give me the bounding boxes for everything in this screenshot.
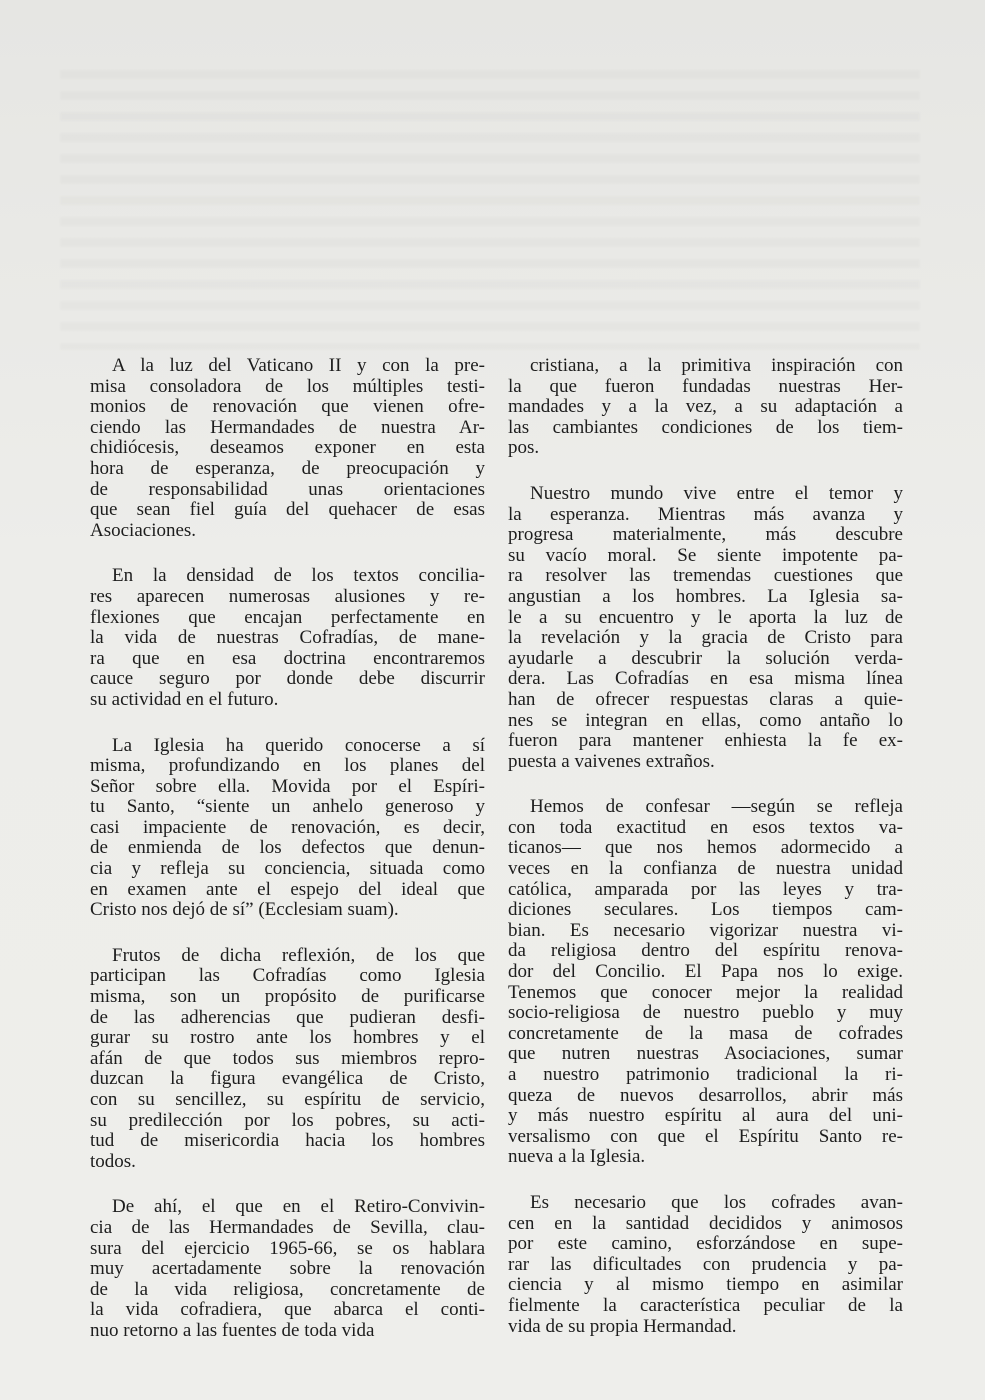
text-line: Señor sobre ella. Movida por el Espíri- [90,776,485,797]
paragraph [508,1193,903,1337]
text-line: ra que en esa doctrina encontraremos [90,648,485,669]
text-line: que nutren nuestras Asociaciones, sumar [508,1044,903,1065]
text-line: A la luz del Vaticano II y con la pre- [112,356,485,376]
text-line: misa consoladora de los múltiples testi- [90,376,485,397]
text-line: misma, profundizando en los planes del [90,756,485,777]
text-line: afán de que todos sus miembros repro- [90,1048,485,1069]
text-line: sura del ejercicio 1965-66, se os hablara [90,1238,485,1259]
paragraph [90,1197,485,1341]
text-line: Hemos de confesar —según se refleja [530,797,903,818]
text-line: participan las Cofradías como Iglesia [90,966,485,987]
text-line: Es necesario que los cofrades avan- [530,1192,903,1213]
text-line: católica, amparada por las leyes y tra- [508,879,903,900]
text-line: ayudarle a descubrir la solución verda- [508,648,903,669]
text-line: la vida cofradiera, que abarca el conti- [90,1300,485,1321]
text-line: nes se integran en ellas, como antaño lo [508,710,903,731]
text-line: tud de misericordia hacia los hombres [90,1131,485,1152]
text-line: puesta a vaivenes extraños. [508,751,715,772]
text-line: La Iglesia ha querido conocerse a sí [112,735,485,756]
text-line: todos. [90,1151,136,1172]
text-line: cen en la santidad decididos y animosos [508,1213,903,1234]
paragraph [90,736,485,921]
text-line: con su sencillez, su espíritu de servicio, [90,1090,485,1110]
text-line: chidiócesis, deseamos exponer en esta [90,438,485,459]
text-line: Frutos de dicha reflexión, de los que [112,945,485,966]
text-line: cristiana, a la primitiva inspiración con [530,356,903,376]
text-line: a nuestro patrimonio tradicional la ri- [508,1065,903,1085]
text-line: le a su encuentro y le aporta la luz de [508,607,903,628]
text-line: fueron para mantener enhiesta la fe ex- [508,731,903,752]
text-line: Cristo nos dejó de sí” (Ecclesiam suam). [90,900,399,921]
text-line: ra resolver las tremendas cuestiones que [508,566,903,587]
text-line: Asociaciones. [90,520,197,541]
text-line: monios de renovación que vienen ofre- [90,397,485,418]
text-line: de la vida religiosa, concretamente de [90,1279,485,1300]
paragraph [90,566,485,710]
text-line: mandades y a la vez, a su adaptación a [508,397,903,418]
text-line: concretamente de la masa de cofrades [508,1023,903,1044]
text-line: angustian a los hombres. La Iglesia sa- [508,586,903,607]
text-line: en examen ante el espejo del ideal que [90,879,485,900]
show-through-text [60,70,920,350]
text-line: versalismo con que el Espíritu Santo re- [508,1126,903,1147]
text-line: de enmienda de los defectos que denun- [90,838,485,859]
text-line: De ahí, el que en el Retiro-Convivin- [112,1197,485,1218]
text-line: la esperanza. Mientras más avanza y [508,504,903,525]
paragraph [90,946,485,1173]
text-line: diciones seculares. Los tiempos cam- [508,900,903,921]
text-line: En la densidad de los textos concilia- [112,566,485,587]
text-line: nuo retorno a las fuentes de toda vida [90,1320,375,1341]
text-line: la vida de nuestras Cofradías, de mane- [90,628,485,649]
text-line: su predilección por los pobres, su acti- [90,1110,485,1131]
text-line: nueva a la Iglesia. [508,1147,646,1168]
text-line: misma, son un propósito de purificarse [90,987,485,1008]
text-line: su actividad en el futuro. [90,689,279,710]
text-line: casi impaciente de renovación, es decir, [90,817,485,838]
left-text-column [90,356,485,1367]
text-line: dera. Las Cofradías en esa misma línea [508,669,903,690]
text-line: pos. [508,438,540,459]
text-line: socio-religiosa de nuestro pueblo y muy [508,1003,903,1024]
text-line: las cambiantes condiciones de los tiem- [508,417,903,438]
text-line: ciendo las Hermandades de nuestra Ar- [90,417,485,438]
text-line: queza de nuevos desarrollos, abrir más [508,1085,903,1106]
text-line: por este camino, esforzándose en supe- [508,1234,903,1255]
text-line: tu Santo, “siente un anhelo generoso y [90,797,485,818]
text-line: cia y refleja su conciencia, situada como [90,859,485,880]
text-line: de las adherencias que pudieran desfi- [90,1007,485,1028]
text-line: han de ofrecer respuestas claras a quie- [508,689,903,710]
text-line: de responsabilidad unas orientaciones [90,479,485,500]
text-line: ciencia y al mismo tiempo en asimilar [508,1275,903,1296]
text-line: veces en la confianza de nuestra unidad [508,859,903,880]
text-line: la que fueron fundadas nuestras Her- [508,376,903,397]
text-line: muy acertadamente sobre la renovación [90,1259,485,1280]
text-line: y más nuestro espíritu al aura del uni- [508,1106,903,1127]
text-line: flexiones que encajan perfectamente en [90,607,485,628]
text-line: su vacío moral. Se siente impotente pa- [508,545,903,566]
text-line: vida de su propia Hermandad. [508,1316,737,1337]
text-line: dor del Concilio. El Papa nos lo exige. [508,962,903,983]
text-line: gurar su rostro ante los hombres y el [90,1028,485,1049]
text-line: hora de esperanza, de preocupación y [90,458,485,479]
text-line: cauce seguro por donde debe discurrir [90,669,485,690]
text-line: duzcan la figura evangélica de Cristo, [90,1069,485,1090]
text-line: res aparecen numerosas alusiones y re- [90,586,485,607]
text-line: con toda exactitud en esos textos va- [508,817,903,838]
text-line: que sean fiel guía del quehacer de esas [90,500,485,521]
paragraph [508,484,903,772]
text-line: da religiosa dentro del espíritu renova- [508,941,903,962]
text-line: rar las dificultades con prudencia y pa- [508,1254,903,1275]
text-line: fielmente la característica peculiar de la [508,1295,903,1316]
paragraph [508,797,903,1168]
text-line: bian. Es necesario vigorizar nuestra vi- [508,920,903,941]
text-line: ticanos— que nos hemos adormecido a [508,838,903,859]
right-text-column [508,356,903,1362]
paragraph [508,356,903,459]
text-line: Tenemos que conocer mejor la realidad [508,982,903,1003]
text-line: cia de las Hermandades de Sevilla, clau- [90,1217,485,1238]
paragraph [90,356,485,541]
text-line: la revelación y la gracia de Cristo para [508,628,903,649]
text-line: Nuestro mundo vive entre el temor y [530,483,903,504]
text-line: progresa materialmente, más descubre [508,525,903,546]
